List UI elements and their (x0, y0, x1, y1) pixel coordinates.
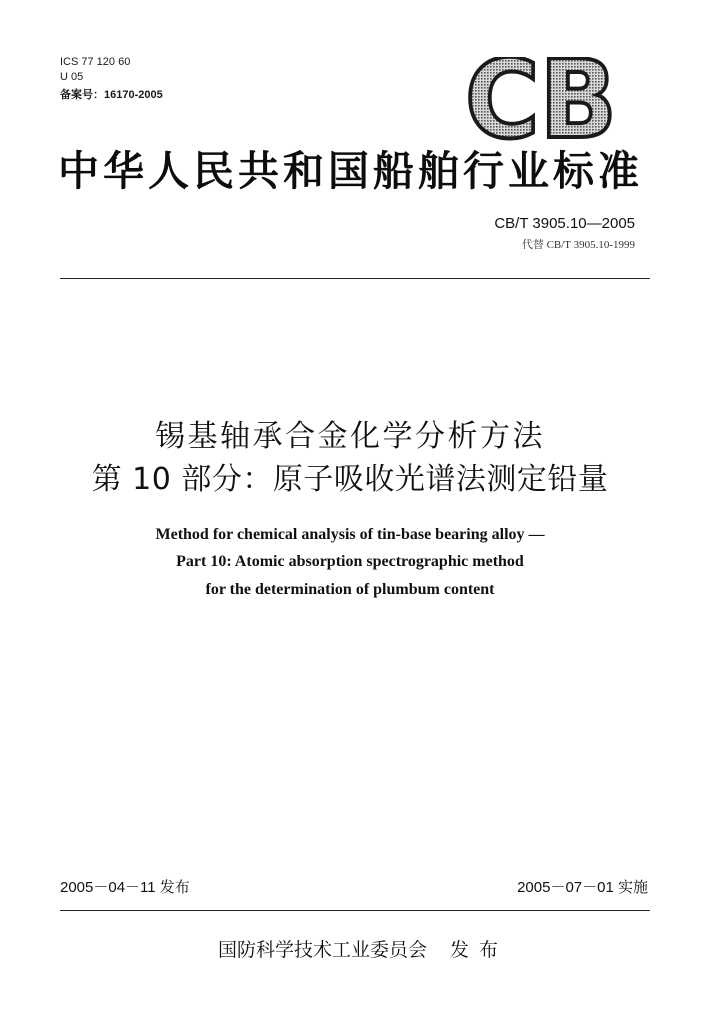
ics-code: ICS 77 120 60 (60, 56, 131, 68)
cb-logo-text: CB (465, 57, 617, 141)
record-number: 备案号：16170-2005 (60, 89, 163, 101)
title-en-line-1: Method for chemical analysis of tin-base bearing alloy — (155, 526, 545, 543)
bottom-divider (60, 910, 650, 911)
issuer-name: 国防科学技术工业委员会 (218, 939, 428, 961)
title-cn-line-2: 第 10 部分：原子吸收光谱法测定铅量 (91, 462, 609, 497)
issue-date: 2005－04－11 发布 (60, 879, 190, 896)
implementation-date: 2005－07－01 实施 (517, 879, 648, 896)
issuer-action: 发 布 (450, 939, 501, 961)
title-cn-line-1: 锡基轴承合金化学分析方法 (155, 419, 545, 454)
title-en-line-2: Part 10: Atomic absorption spectrographic method (176, 553, 524, 570)
cb-logo (463, 57, 619, 141)
top-divider (60, 278, 650, 279)
classification-code: U 05 (60, 71, 84, 83)
standard-number: CB/T 3905.10—2005 (494, 215, 635, 232)
replaces-standard: 代替 CB/T 3905.10-1999 (521, 239, 635, 251)
standard-category-title: 中华人民共和国船舶行业标准 (58, 147, 643, 195)
title-en-line-3: for the determination of plumbum content (205, 581, 495, 598)
